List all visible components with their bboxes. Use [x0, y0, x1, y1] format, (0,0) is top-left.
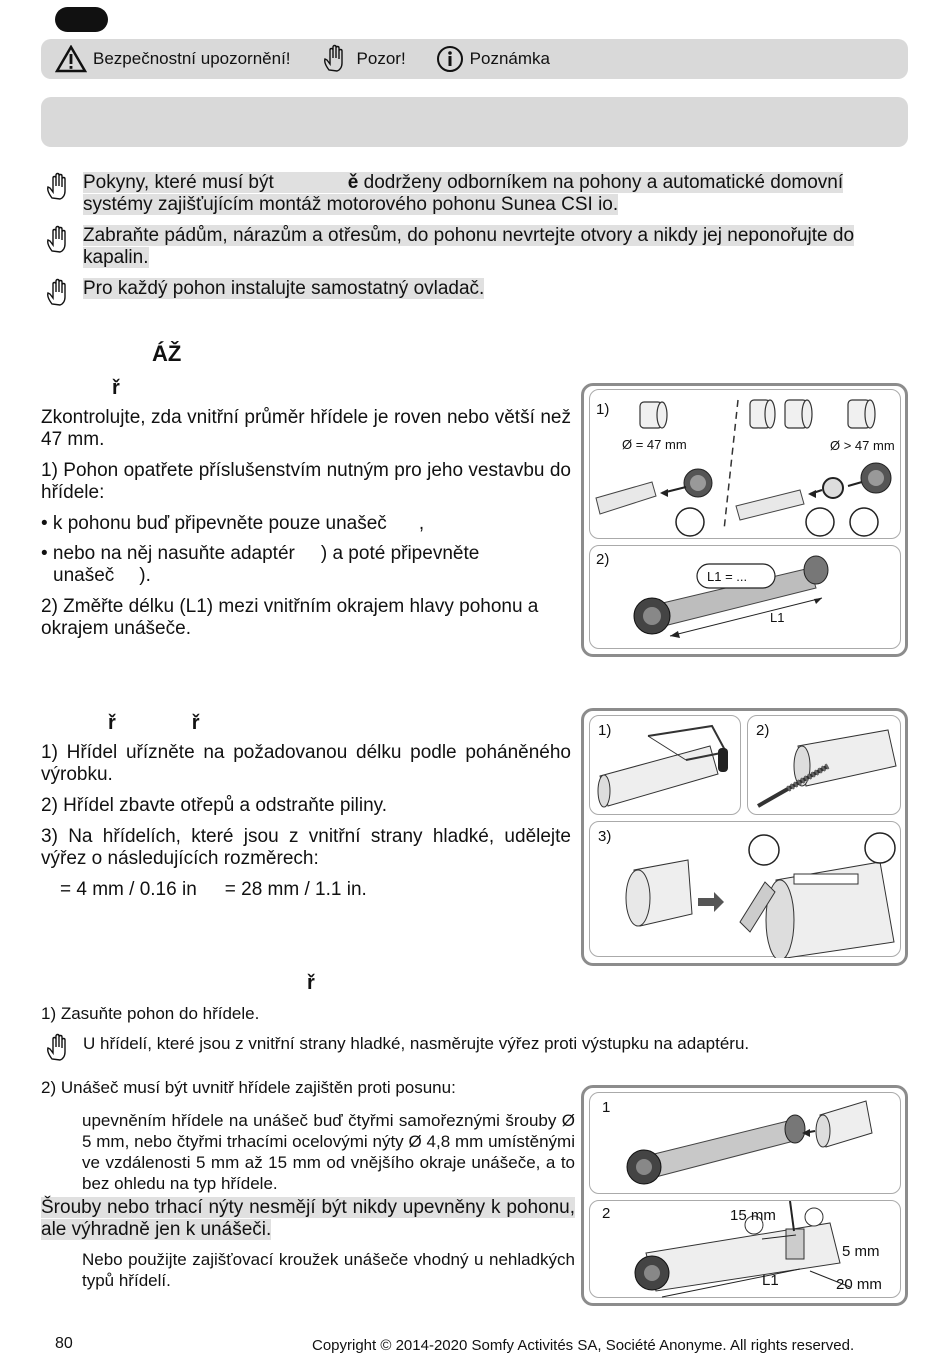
legend-safety-label: Bezpečnostní upozornění!	[93, 49, 291, 68]
language-tab	[55, 7, 108, 32]
fig3-step2-label: 2	[602, 1205, 611, 1222]
assembly-note	[44, 1033, 908, 1063]
legend-bar	[41, 39, 908, 79]
legend-caution-label: Pozor!	[356, 49, 406, 68]
fig3-dim-5: 5 mm	[842, 1243, 880, 1260]
fig1-panel-1	[589, 389, 901, 539]
copyright: Copyright © 2014-2020 Somfy Activités SA, Société Anonyme. All rights reserved.	[312, 1337, 855, 1354]
section-title-bar	[41, 97, 908, 147]
hand-icon	[44, 1033, 74, 1063]
assembly-warning	[41, 1197, 575, 1241]
fig1-illustration-2	[590, 546, 902, 650]
prep-bullet-1-a: • k pohonu buď připevněte pouze unašeč	[41, 513, 387, 534]
figure-crown-fixing	[581, 1085, 908, 1306]
info-icon	[436, 45, 464, 73]
fig1-l1-label: L1	[770, 610, 785, 625]
fig3-l1: L1	[762, 1272, 779, 1289]
caution-note-3	[44, 278, 908, 308]
section-heading: ÁŽ	[152, 341, 182, 366]
fig1-step1-label: 1)	[596, 401, 610, 418]
legend-note-label: Poznámka	[469, 49, 550, 68]
note-1-bold: ě	[274, 172, 359, 193]
prep-p2: 1) Pohon opatřete příslušenstvím nutným pro jeho vestavbu do hřídele:	[41, 460, 571, 503]
fig3-dim-15: 15 mm	[730, 1207, 776, 1224]
assembly-warning-text: Šrouby nebo trhací nýty nesmějí být nikdy upevněny k pohonu, ale výhradně jen k unášeči.	[41, 1197, 575, 1240]
prep-bullet-2-a: • nebo na něj nasuňte adaptér	[41, 543, 295, 564]
note-3-text: Pro každý pohon instalujte samostatný ovladač.	[83, 278, 485, 299]
note-1-pre: Pokyny, které musí být	[83, 172, 274, 193]
assembly-p3: upevněním hřídele na unášeč buď čtyřmi samořeznými šrouby Ø 5 mm, nebo čtyřmi trhacími ocelovými nýty Ø 4,8 mm umístěnými ve vzdálenosti 5 mm až 15 mm od vnějšího okraje unášeče, a to bez ohledu na typ hřídele.	[82, 1111, 575, 1193]
fig3-step1-label: 1	[602, 1099, 611, 1116]
fig1-panel-2	[589, 545, 901, 649]
fig2-panel-1	[589, 715, 741, 815]
fig2-panel-3	[589, 821, 901, 957]
legend-safety	[55, 45, 291, 73]
tube-heading	[108, 712, 200, 735]
tube-p2: 2) Hřídel zbavte otřepů a odstraňte piliny.	[41, 795, 388, 816]
legend-caution	[321, 44, 406, 74]
warning-icon	[55, 45, 87, 73]
prep-bullet-2	[41, 543, 571, 587]
prep-bullet-1	[41, 513, 571, 535]
prep-p1: Zkontrolujte, zda vnitřní průměr hřídele je roven nebo větší než 47 mm.	[41, 407, 571, 450]
fig3-dim-20: 20 mm	[836, 1276, 882, 1293]
hand-icon	[44, 278, 74, 308]
fig2-illustration-3	[590, 822, 902, 958]
assembly-note-text: U hřídelí, které jsou z vnitřní strany hladké, nasměrujte výřez proti výstupku na adaptéru.	[83, 1034, 750, 1053]
tube-heading-a: ř	[108, 712, 116, 734]
prep-heading: ř	[112, 377, 120, 399]
hand-icon	[44, 172, 74, 202]
prep-bullet-1-b: ,	[418, 513, 425, 534]
assembly-p1: 1) Zasuňte pohon do hřídele.	[41, 1004, 260, 1023]
figure-drive-accessories	[581, 383, 908, 657]
fig3-panel-2	[589, 1200, 901, 1298]
tube-dim-a: = 4 mm / 0.16 in	[60, 879, 197, 900]
fig1-diameter-eq: Ø = 47 mm	[622, 437, 687, 452]
tube-p3: 3) Na hřídelích, které jsou z vnitřní strany hladké, udělejte výřez o následujících rozměrech:	[41, 826, 571, 869]
fig2-step1-label: 1)	[598, 722, 612, 739]
fig3-illustration-1	[590, 1093, 902, 1195]
tube-p1: 1) Hřídel uřízněte na požadovanou délku podle poháněného výrobku.	[41, 742, 571, 785]
assembly-p4: Nebo použijte zajišťovací kroužek unášeče vhodný u nehladkých typů hřídelí.	[82, 1250, 575, 1290]
prep-p3: 2) Změřte délku (L1) mezi vnitřním okrajem hlavy pohonu a okrajem unášeče.	[41, 596, 539, 639]
fig2-step2-label: 2)	[756, 722, 770, 739]
tube-heading-b: ř	[191, 712, 200, 734]
fig1-illustration-1	[590, 390, 902, 540]
prep-bullet-2-d: ).	[139, 565, 151, 586]
fig1-step2-label: 2)	[596, 551, 610, 568]
hand-icon	[321, 44, 351, 74]
fig1-l1-value: L1 = ...	[707, 569, 748, 584]
page-number: 80	[55, 1335, 73, 1352]
note-2-text: Zabraňte pádům, nárazům a otřesům, do pohonu nevrtejte otvory a nikdy jej neponořujte do kapalin.	[83, 225, 855, 268]
legend-note	[436, 45, 550, 73]
fig1-diameter-gt: Ø > 47 mm	[830, 438, 895, 453]
hand-icon	[44, 225, 74, 255]
assembly-heading: ř	[307, 972, 315, 994]
fig2-panel-2	[747, 715, 901, 815]
prep-bullet-2-b: ) a poté připevněte	[320, 543, 480, 564]
caution-note-1	[44, 172, 908, 216]
figure-tube-preparation	[581, 708, 908, 966]
caution-note-2	[44, 225, 908, 269]
tube-dimensions	[60, 879, 590, 901]
prep-bullet-2-c: unašeč	[53, 565, 115, 586]
fig3-panel-1	[589, 1092, 901, 1194]
saw-icon	[590, 716, 742, 816]
fig2-step3-label: 3)	[598, 828, 612, 845]
note-1-post: dodrženy odborníkem na pohony a automatické domovní systémy zajišťujícím montáž motorového pohonu Sunea CSI io.	[83, 172, 844, 215]
assembly-p2: 2) Unášeč musí být uvnitř hřídele zajištěn proti posunu:	[41, 1078, 456, 1097]
file-icon	[748, 716, 902, 816]
tube-dim-b: = 28 mm / 1.1 in.	[224, 879, 367, 900]
